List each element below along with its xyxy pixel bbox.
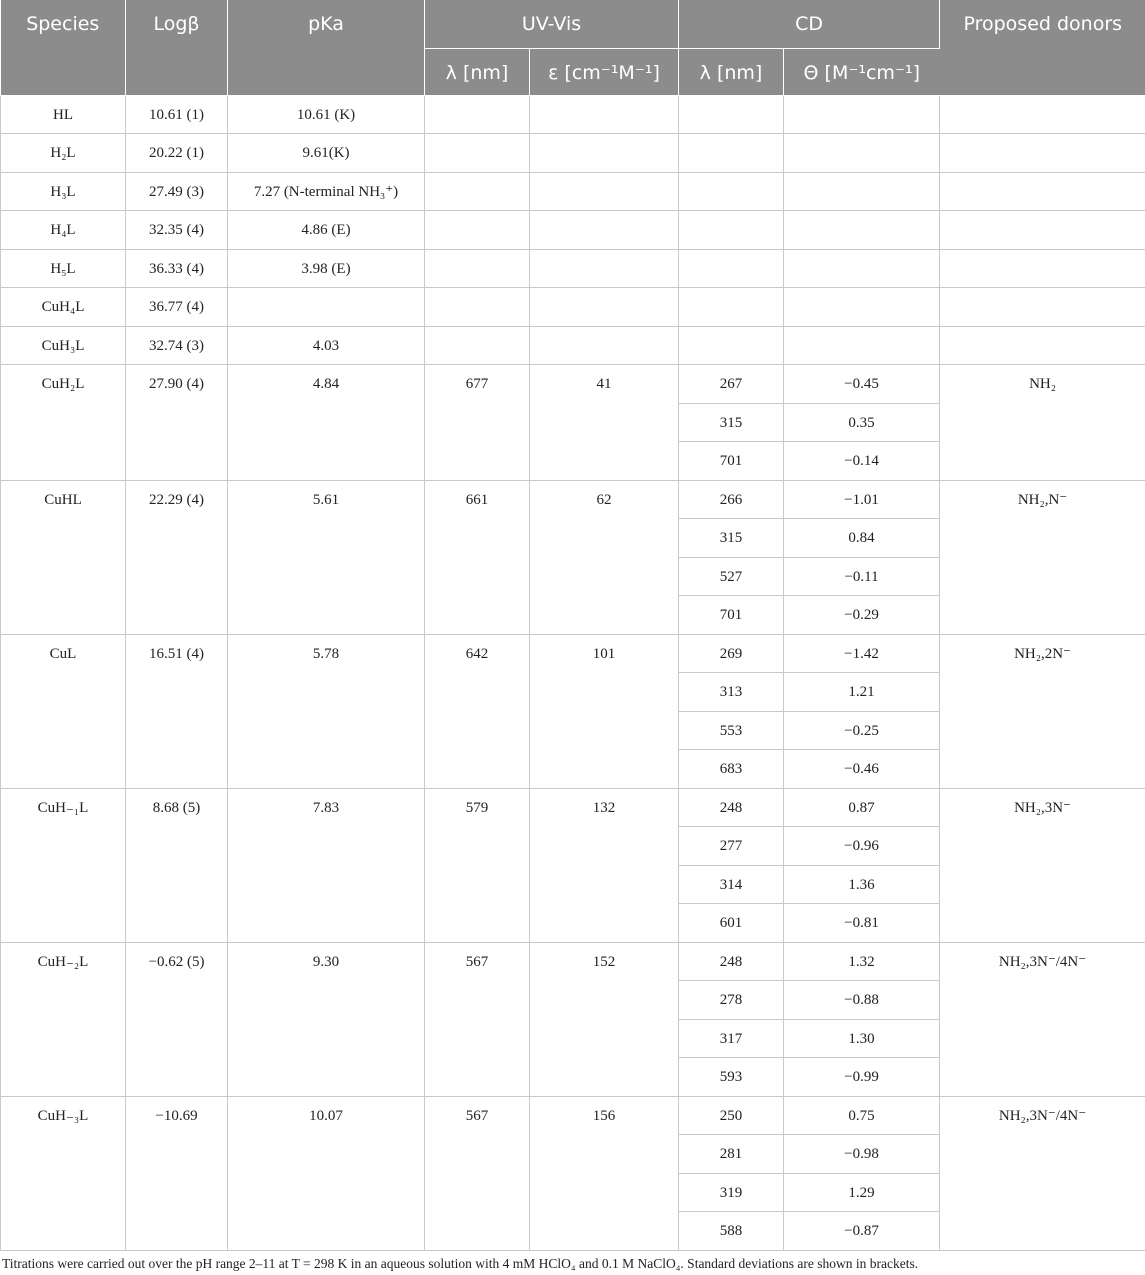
cell-cd-lambda: 701 [679,596,784,635]
cell-uv-epsilon [530,288,679,327]
cell-uv-epsilon [530,211,679,250]
cell-uv-epsilon: 41 [530,365,679,481]
cell-cd-lambda [679,134,784,173]
table-row [1,211,1145,250]
cell-uv-lambda [425,134,530,173]
cell-proposed-donors: NH₂,N⁻ [940,480,1145,634]
cell-species: CuH₋₃L [1,1096,126,1250]
table-row [1,1096,1145,1135]
cell-logbeta: −10.69 [126,1096,228,1250]
cell-cd-lambda [679,211,784,250]
cell-logbeta: 32.35 (4) [126,211,228,250]
cell-species: H₄L [1,211,126,250]
cell-logbeta: 20.22 (1) [126,134,228,173]
cell-cd-theta: −0.96 [784,827,940,866]
cell-uv-epsilon: 152 [530,942,679,1096]
cell-pka: 9.61(K) [228,134,425,173]
cell-cd-theta: −0.14 [784,442,940,481]
cell-proposed-donors [940,249,1145,288]
cell-cd-lambda: 527 [679,557,784,596]
table-row [1,942,1145,981]
cell-cd-lambda: 248 [679,788,784,827]
cell-cd-theta: 0.35 [784,403,940,442]
cell-pka: 7.27 (N-terminal NH₃⁺) [228,172,425,211]
cell-cd-theta: −0.29 [784,596,940,635]
cell-logbeta: 27.90 (4) [126,365,228,481]
cell-species: CuHL [1,480,126,634]
cell-cd-lambda: 313 [679,673,784,712]
cell-cd-lambda: 593 [679,1058,784,1097]
cell-cd-theta [784,134,940,173]
cell-species: CuH₋₁L [1,788,126,942]
cell-pka [228,288,425,327]
cell-logbeta: 8.68 (5) [126,788,228,942]
cell-cd-lambda: 588 [679,1212,784,1251]
cell-uv-lambda [425,211,530,250]
cell-cd-lambda [679,326,784,365]
cell-cd-theta: 0.87 [784,788,940,827]
cell-cd-lambda [679,172,784,211]
table-row [1,134,1145,173]
header-pka: pKa [228,0,425,95]
table-header [1,0,1145,95]
table-row [1,172,1145,211]
cell-logbeta: 32.74 (3) [126,326,228,365]
cell-pka: 5.78 [228,634,425,788]
cell-species: H₃L [1,172,126,211]
cell-proposed-donors: NH₂ [940,365,1145,481]
cell-species: CuH₂L [1,365,126,481]
cell-cd-theta: 1.32 [784,942,940,981]
table-row [1,326,1145,365]
cell-cd-theta: −1.01 [784,480,940,519]
cell-cd-lambda: 553 [679,711,784,750]
header-proposed-donors: Proposed donors [940,0,1145,95]
header-logbeta: Logβ [126,0,228,95]
cell-uv-lambda: 642 [425,634,530,788]
cell-proposed-donors [940,288,1145,327]
cell-pka: 5.61 [228,480,425,634]
cell-cd-theta: −0.11 [784,557,940,596]
cell-cd-lambda: 317 [679,1019,784,1058]
cell-uv-epsilon: 101 [530,634,679,788]
cell-cd-theta: 0.75 [784,1096,940,1135]
cell-cd-theta: −1.42 [784,634,940,673]
cell-cd-lambda: 315 [679,403,784,442]
cell-uv-lambda [425,326,530,365]
cell-logbeta: 10.61 (1) [126,95,228,134]
cell-pka: 4.84 [228,365,425,481]
cell-uv-lambda: 661 [425,480,530,634]
cell-cd-theta [784,249,940,288]
cell-logbeta: 36.33 (4) [126,249,228,288]
table-caption: Titrations were carried out over the pH range 2–11 at T = 298 K in an aqueous solution with 4 mM HClO₄ and 0.1 M NaClO₄. Standard deviations are shown in brackets. [2,1256,919,1271]
cell-species: CuL [1,634,126,788]
cell-cd-lambda: 315 [679,519,784,558]
table-row [1,249,1145,288]
cell-cd-theta: −0.81 [784,904,940,943]
cell-uv-epsilon: 62 [530,480,679,634]
cell-cd-theta: 1.36 [784,865,940,904]
cell-species: HL [1,95,126,134]
cell-cd-lambda: 278 [679,981,784,1020]
cell-cd-theta [784,288,940,327]
table-row [1,634,1145,673]
cell-cd-theta: −0.99 [784,1058,940,1097]
cell-pka: 3.98 (E) [228,249,425,288]
cell-pka: 4.03 [228,326,425,365]
cell-uv-lambda [425,288,530,327]
cell-cd-theta: −0.25 [784,711,940,750]
cell-uv-epsilon [530,95,679,134]
cell-uv-lambda: 677 [425,365,530,481]
cell-uv-epsilon [530,172,679,211]
cell-uv-lambda: 567 [425,942,530,1096]
cell-cd-theta [784,95,940,134]
cell-proposed-donors: NH₂,3N⁻/4N⁻ [940,1096,1145,1250]
cell-species: CuH₄L [1,288,126,327]
header-species: Species [1,0,126,95]
cell-pka: 10.61 (K) [228,95,425,134]
cell-uv-epsilon: 156 [530,1096,679,1250]
cell-cd-lambda: 314 [679,865,784,904]
table-row [1,95,1145,134]
cell-cd-lambda: 683 [679,750,784,789]
cell-cd-theta: −0.98 [784,1135,940,1174]
cell-cd-theta [784,211,940,250]
cell-logbeta: 22.29 (4) [126,480,228,634]
cell-cd-theta: −0.87 [784,1212,940,1251]
cell-proposed-donors: NH₂,3N⁻ [940,788,1145,942]
cell-cd-lambda [679,249,784,288]
table-body [1,95,1145,1250]
cell-logbeta: 36.77 (4) [126,288,228,327]
cell-cd-theta: −0.46 [784,750,940,789]
cell-cd-theta: 1.21 [784,673,940,712]
cell-cd-lambda: 319 [679,1173,784,1212]
cell-cd-lambda: 277 [679,827,784,866]
header-uv-epsilon: ε [cm⁻¹M⁻¹] [530,48,679,95]
cell-cd-lambda: 601 [679,904,784,943]
cell-uv-epsilon: 132 [530,788,679,942]
cell-proposed-donors [940,95,1145,134]
cell-pka: 7.83 [228,788,425,942]
header-cd-lambda: λ [nm] [679,48,784,95]
cell-uv-lambda [425,95,530,134]
header-cd-theta: Θ [M⁻¹cm⁻¹] [784,48,940,95]
cell-cd-theta: 1.30 [784,1019,940,1058]
cell-cd-lambda: 266 [679,480,784,519]
cell-uv-lambda [425,249,530,288]
cell-species: CuH₋₂L [1,942,126,1096]
cell-proposed-donors: NH₂,2N⁻ [940,634,1145,788]
cell-logbeta: 16.51 (4) [126,634,228,788]
cell-cd-lambda [679,95,784,134]
header-uvvis: UV-Vis [425,0,679,48]
cell-cd-theta: 1.29 [784,1173,940,1212]
cell-uv-lambda: 579 [425,788,530,942]
header-cd: CD [679,0,940,48]
cell-uv-epsilon [530,134,679,173]
cell-uv-lambda [425,172,530,211]
cell-pka: 10.07 [228,1096,425,1250]
cell-cd-theta [784,172,940,211]
cell-species: CuH₃L [1,326,126,365]
cell-uv-epsilon [530,249,679,288]
cell-proposed-donors: NH₂,3N⁻/4N⁻ [940,942,1145,1096]
table-row [1,288,1145,327]
cell-proposed-donors [940,134,1145,173]
cell-species: H₅L [1,249,126,288]
table-row [1,480,1145,519]
cell-cd-lambda: 281 [679,1135,784,1174]
cell-logbeta: −0.62 (5) [126,942,228,1096]
cell-pka: 9.30 [228,942,425,1096]
cell-cd-lambda: 267 [679,365,784,404]
cell-cd-lambda: 248 [679,942,784,981]
cell-proposed-donors [940,211,1145,250]
cell-cd-theta: 0.84 [784,519,940,558]
cell-proposed-donors [940,172,1145,211]
table-row [1,365,1145,404]
cell-cd-lambda [679,288,784,327]
table-row [1,788,1145,827]
cell-pka: 4.86 (E) [228,211,425,250]
cell-species: H₂L [1,134,126,173]
cell-logbeta: 27.49 (3) [126,172,228,211]
cell-cd-theta: −0.45 [784,365,940,404]
cell-cd-lambda: 250 [679,1096,784,1135]
cell-uv-epsilon [530,326,679,365]
cell-cd-lambda: 269 [679,634,784,673]
header-uv-lambda: λ [nm] [425,48,530,95]
cell-cd-theta [784,326,940,365]
cell-cd-lambda: 701 [679,442,784,481]
cell-cd-theta: −0.88 [784,981,940,1020]
cell-uv-lambda: 567 [425,1096,530,1250]
cell-proposed-donors [940,326,1145,365]
